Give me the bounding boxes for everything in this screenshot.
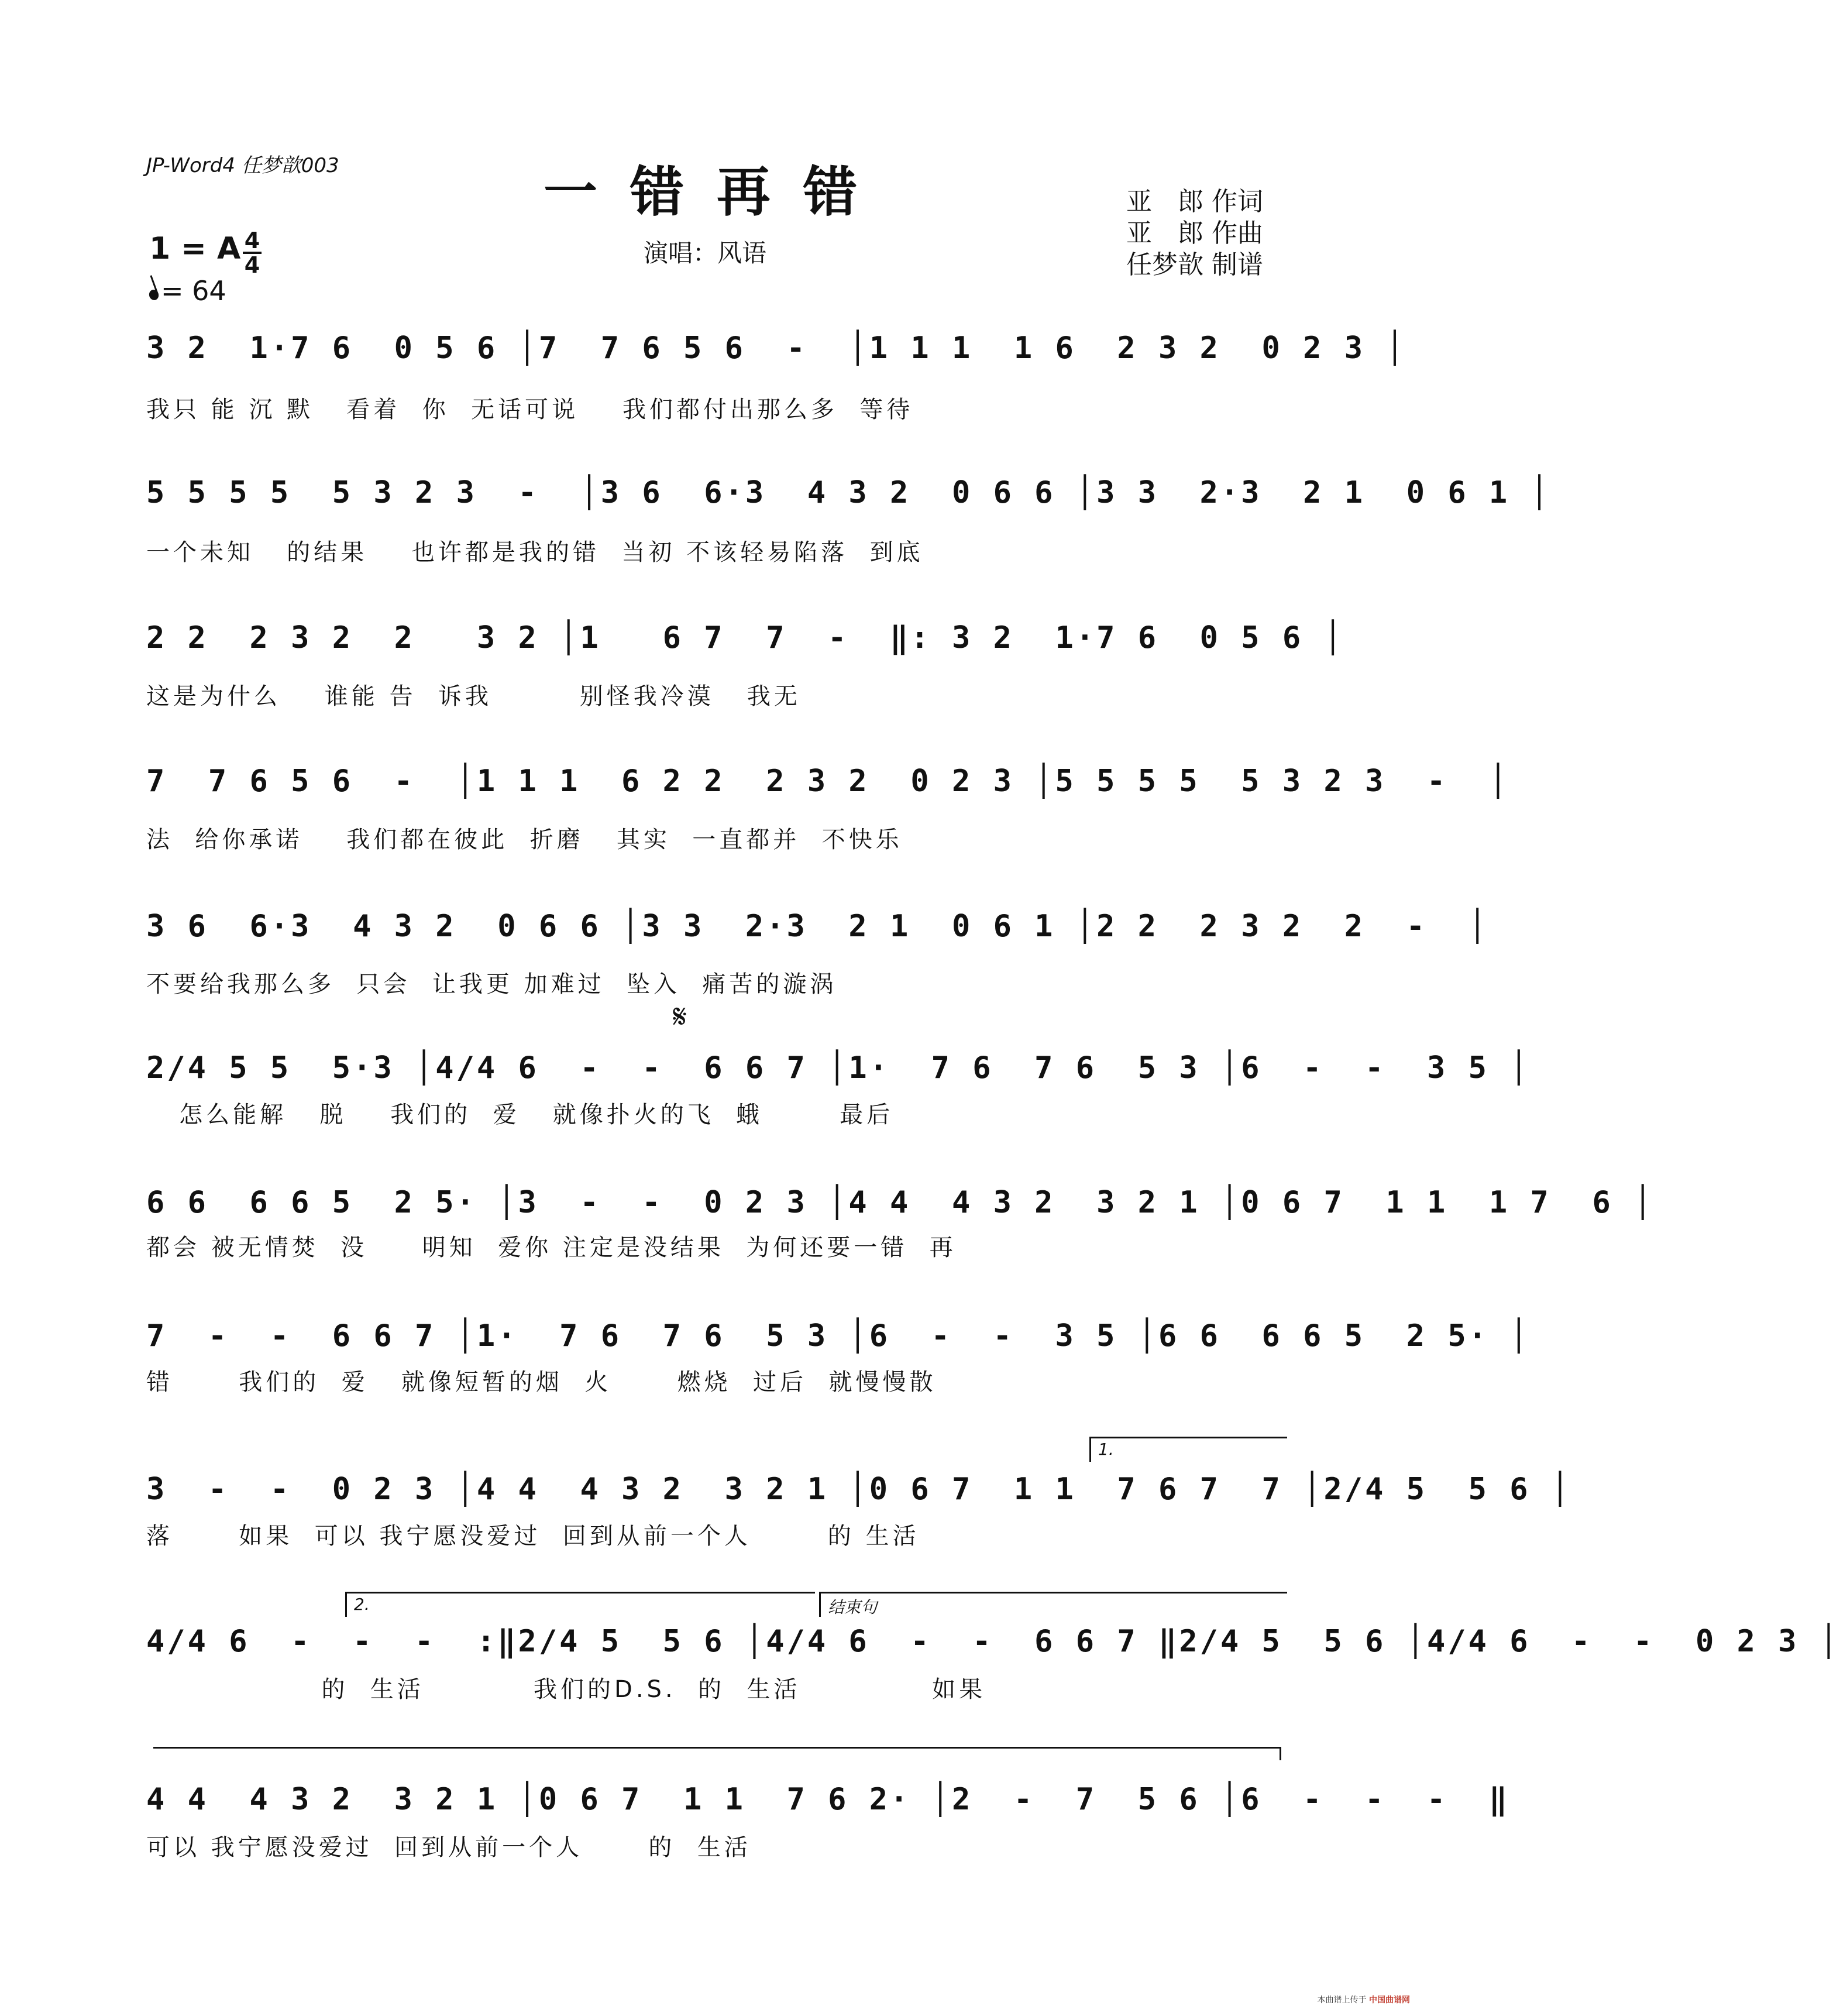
- singer-label: 演唱：风语: [644, 239, 767, 267]
- system-6-lyrics: 怎么能解 脱 我们的 爱 就像扑火的飞 蛾 最后: [146, 1101, 894, 1128]
- system-3-notes: 2 2 2 3 2 2 3 2 │1 6 7 7 - ‖: 3 2 1·7 6 0 5 6 │: [146, 620, 1344, 655]
- credit-arranger: 任梦歆 制谱: [1126, 250, 1263, 280]
- system-1-notes: 3 2 1·7 6 0 5 6 │7 7 6 5 6 - │1 1 1 1 6 2 3 2 0 2 3 │: [146, 331, 1406, 366]
- system-11-lyrics: 可以 我宁愿没爱过 回到从前一个人 的 生活: [146, 1834, 751, 1861]
- credits: [1126, 186, 1263, 281]
- system-7-notes: 6 6 6 6 5 2 5· │3 - - 0 2 3 │4 4 4 3 2 3 2 1 │0 6 7 1 1 1 7 6 │: [146, 1185, 1655, 1220]
- ending-bracket: [819, 1592, 1287, 1617]
- source-label: JP-Word4 任梦歆003: [146, 154, 339, 177]
- volta-first-ending: [1089, 1437, 1287, 1462]
- system-11-notes: 4 4 4 3 2 3 2 1 │0 6 7 1 1 7 6 2· │2 - 7 5 6 │6 - - - ‖: [146, 1782, 1510, 1817]
- system-5-notes: 3 6 6·3 4 3 2 0 6 6 │3 3 2·3 2 1 0 6 1 │2 2 2 3 2 2 - │: [146, 909, 1489, 944]
- system-10-notes: 4/4 6 - - - :‖2/4 5 5 6 │4/4 6 - - 6 6 7 ‖2/4 5 5 6 │4/4 6 - - 0 2 3 │: [146, 1624, 1840, 1659]
- coda-bracket: [153, 1747, 1281, 1760]
- system-1-lyrics: 我只 能 沉 默 看着 你 无话可说 我们都付出那么多 等待: [146, 396, 914, 423]
- system-9-notes: 3 - - 0 2 3 │4 4 4 3 2 3 2 1 │0 6 7 1 1 7 6 7 7 │2/4 5 5 6 │: [146, 1472, 1572, 1507]
- ending-label: 结束句: [828, 1598, 878, 1617]
- volta-1-label: 1.: [1098, 1440, 1114, 1459]
- footer-brand: 中国曲谱网: [1369, 1996, 1410, 2005]
- system-9-lyrics: 落 如果 可以 我宁愿没爱过 回到从前一个人 的 生活: [146, 1523, 920, 1550]
- system-2-notes: 5 5 5 5 5 3 2 3 - │3 6 6·3 4 3 2 0 6 6 │3 3 2·3 2 1 0 6 1 │: [146, 475, 1551, 510]
- time-bottom: 4: [244, 252, 260, 278]
- system-7-lyrics: 都会 被无情焚 没 明知 爱你 注定是没结果 为何还要一错 再: [146, 1234, 957, 1261]
- quarter-note-icon: [147, 289, 160, 301]
- footer: [1318, 1994, 1410, 2005]
- system-8-lyrics: 错 我们的 爱 就像短暂的烟 火 燃烧 过后 就慢慢散: [146, 1369, 937, 1396]
- system-10-lyrics: 的 生活 我们的D.S. 的 生活 如果: [146, 1676, 986, 1703]
- tempo-marking: [149, 275, 226, 307]
- system-4-lyrics: 法 给你承诺 我们都在彼此 折磨 其实 一直都并 不快乐: [146, 826, 903, 853]
- key-signature: 1 = A: [149, 231, 241, 266]
- song-title: 一错再错: [543, 160, 890, 224]
- volta-2-label: 2.: [354, 1595, 370, 1614]
- credit-composer: 亚 郎 作曲: [1126, 218, 1263, 248]
- credit-lyricist: 亚 郎 作词: [1126, 187, 1263, 217]
- system-5-lyrics: 不要给我那么多 只会 让我更 加难过 坠入 痛苦的漩涡: [146, 971, 837, 998]
- volta-second-ending: [345, 1592, 815, 1617]
- system-8-notes: 7 - - 6 6 7 │1· 7 6 7 6 5 3 │6 - - 3 5 │6 6 6 6 5 2 5· │: [146, 1318, 1531, 1354]
- system-2-lyrics: 一个未知 的结果 也许都是我的错 当初 不该轻易陷落 到底: [146, 539, 924, 566]
- time-signature: [243, 229, 262, 276]
- time-top: 4: [244, 228, 260, 253]
- footer-text: 本曲谱上传于: [1317, 1996, 1367, 2005]
- tempo-value: = 64: [161, 275, 226, 307]
- system-3-lyrics: 这是为什么 谁能 告 诉我 别怪我冷漠 我无: [146, 683, 801, 710]
- system-6-notes: 2/4 5 5 5·3 │4/4 6 - - 6 6 7 │1· 7 6 7 6 5 3 │6 - - 3 5 │: [146, 1050, 1531, 1086]
- segno-icon: 𝄋: [673, 998, 687, 1036]
- system-4-notes: 7 7 6 5 6 - │1 1 1 6 2 2 2 3 2 0 2 3 │5 5 5 5 5 3 2 3 - │: [146, 764, 1510, 799]
